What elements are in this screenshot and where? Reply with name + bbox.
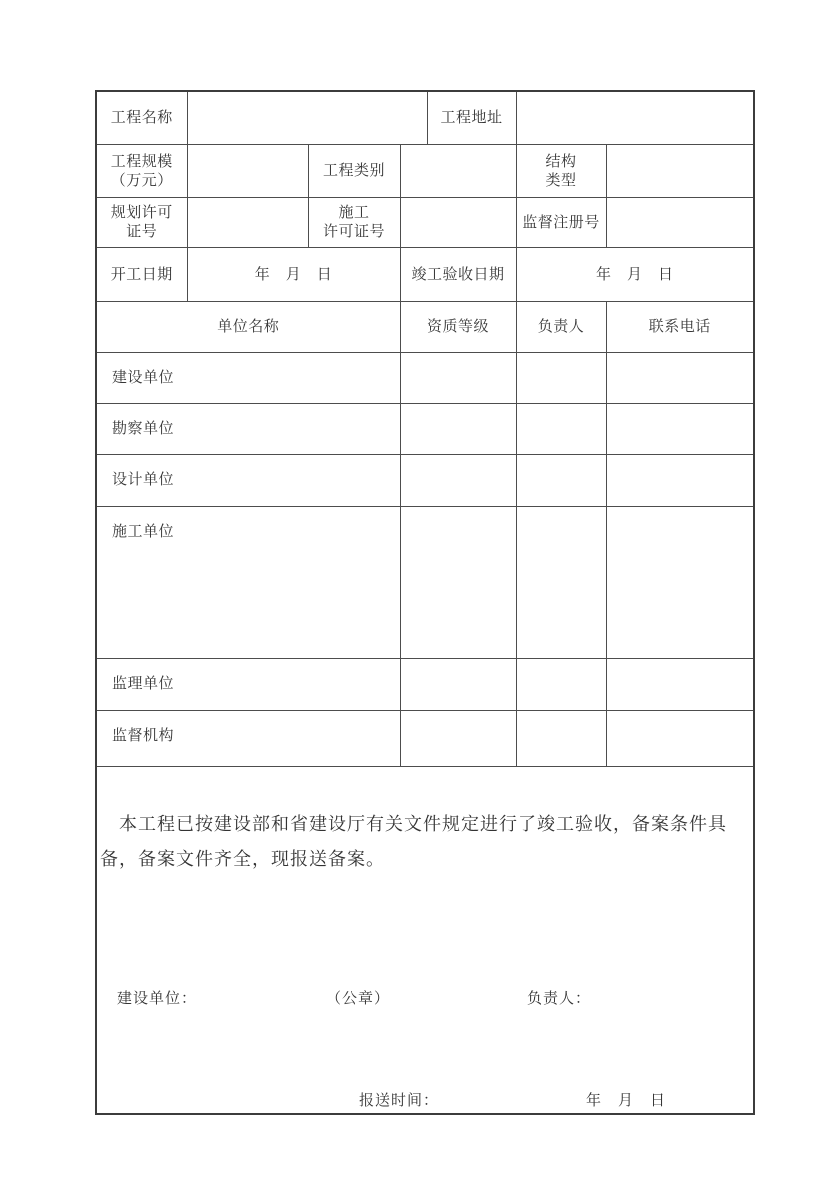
supervision-unit-label: 监理单位 bbox=[96, 658, 400, 710]
completion-filing-form bbox=[95, 90, 755, 1115]
row-scale-category-structure bbox=[96, 144, 754, 197]
structure-type-value[interactable] bbox=[606, 144, 754, 197]
construction-unit-row bbox=[96, 506, 754, 658]
construction-permit-no-value[interactable] bbox=[400, 197, 516, 247]
owner-unit-qualification-cell[interactable] bbox=[400, 352, 516, 403]
unit-name-header: 单位名称 bbox=[96, 301, 400, 352]
contact-phone-header: 联系电话 bbox=[606, 301, 754, 352]
statement-row bbox=[96, 766, 754, 1114]
submit-time-label: 报送时间： bbox=[359, 1090, 440, 1109]
row-permits bbox=[96, 197, 754, 247]
planning-permit-no-label: 规划许可 证号 bbox=[96, 197, 187, 247]
owner-unit-row bbox=[96, 352, 754, 403]
responsible-person-signature-label: 负责人： bbox=[527, 988, 592, 1007]
survey-unit-phone-cell[interactable] bbox=[606, 403, 754, 454]
owner-unit-responsible-cell[interactable] bbox=[516, 352, 606, 403]
survey-unit-label: 勘察单位 bbox=[96, 403, 400, 454]
design-unit-label: 设计单位 bbox=[96, 454, 400, 506]
construction-unit-label: 施工单位 bbox=[96, 506, 400, 658]
statement-cell bbox=[96, 766, 754, 1114]
regulatory-agency-row bbox=[96, 710, 754, 766]
start-date-value[interactable]: 年 月 日 bbox=[187, 247, 400, 301]
project-address-label: 工程地址 bbox=[427, 91, 516, 144]
supervision-unit-responsible-cell[interactable] bbox=[516, 658, 606, 710]
regulatory-agency-phone-cell[interactable] bbox=[606, 710, 754, 766]
units-header-row bbox=[96, 301, 754, 352]
construction-permit-no-label: 施工 许可证号 bbox=[308, 197, 400, 247]
project-address-value[interactable] bbox=[516, 91, 754, 144]
survey-unit-qualification-cell[interactable] bbox=[400, 403, 516, 454]
planning-permit-no-value[interactable] bbox=[187, 197, 308, 247]
submit-date-blank[interactable]: 年 月 日 bbox=[586, 1090, 667, 1109]
acceptance-statement-line1: 本工程已按建设部和省建设厅有关文件规定进行了竣工验收，备案条件具 bbox=[119, 813, 727, 835]
responsible-person-header: 负责人 bbox=[516, 301, 606, 352]
regulatory-agency-label: 监督机构 bbox=[96, 710, 400, 766]
survey-unit-responsible-cell[interactable] bbox=[516, 403, 606, 454]
supervision-reg-no-label: 监督注册号 bbox=[516, 197, 606, 247]
project-scale-value[interactable] bbox=[187, 144, 308, 197]
design-unit-responsible-cell[interactable] bbox=[516, 454, 606, 506]
qualification-grade-header: 资质等级 bbox=[400, 301, 516, 352]
completion-acceptance-date-label: 竣工验收日期 bbox=[400, 247, 516, 301]
owner-unit-label: 建设单位 bbox=[96, 352, 400, 403]
regulatory-agency-responsible-cell[interactable] bbox=[516, 710, 606, 766]
design-unit-row bbox=[96, 454, 754, 506]
acceptance-statement-line2: 备，备案文件齐全，现报送备案。 bbox=[100, 848, 385, 870]
acceptance-statement bbox=[100, 807, 745, 877]
construction-unit-responsible-cell[interactable] bbox=[516, 506, 606, 658]
structure-type-label: 结构 类型 bbox=[516, 144, 606, 197]
project-category-value[interactable] bbox=[400, 144, 516, 197]
builder-signature-label: 建设单位： bbox=[117, 988, 198, 1007]
design-unit-qualification-cell[interactable] bbox=[400, 454, 516, 506]
design-unit-phone-cell[interactable] bbox=[606, 454, 754, 506]
supervision-unit-qualification-cell[interactable] bbox=[400, 658, 516, 710]
project-category-label: 工程类别 bbox=[308, 144, 400, 197]
construction-unit-qualification-cell[interactable] bbox=[400, 506, 516, 658]
row-dates bbox=[96, 247, 754, 301]
supervision-unit-row bbox=[96, 658, 754, 710]
survey-unit-row bbox=[96, 403, 754, 454]
project-scale-label: 工程规模 （万元） bbox=[96, 144, 187, 197]
supervision-unit-phone-cell[interactable] bbox=[606, 658, 754, 710]
construction-unit-phone-cell[interactable] bbox=[606, 506, 754, 658]
official-seal-label: （公章） bbox=[326, 988, 391, 1007]
completion-acceptance-date-value[interactable]: 年 月 日 bbox=[516, 247, 754, 301]
owner-unit-phone-cell[interactable] bbox=[606, 352, 754, 403]
project-name-label: 工程名称 bbox=[96, 91, 187, 144]
start-date-label: 开工日期 bbox=[96, 247, 187, 301]
row-project-name bbox=[96, 91, 754, 144]
supervision-reg-no-value[interactable] bbox=[606, 197, 754, 247]
project-name-value[interactable] bbox=[187, 91, 427, 144]
regulatory-agency-qualification-cell[interactable] bbox=[400, 710, 516, 766]
